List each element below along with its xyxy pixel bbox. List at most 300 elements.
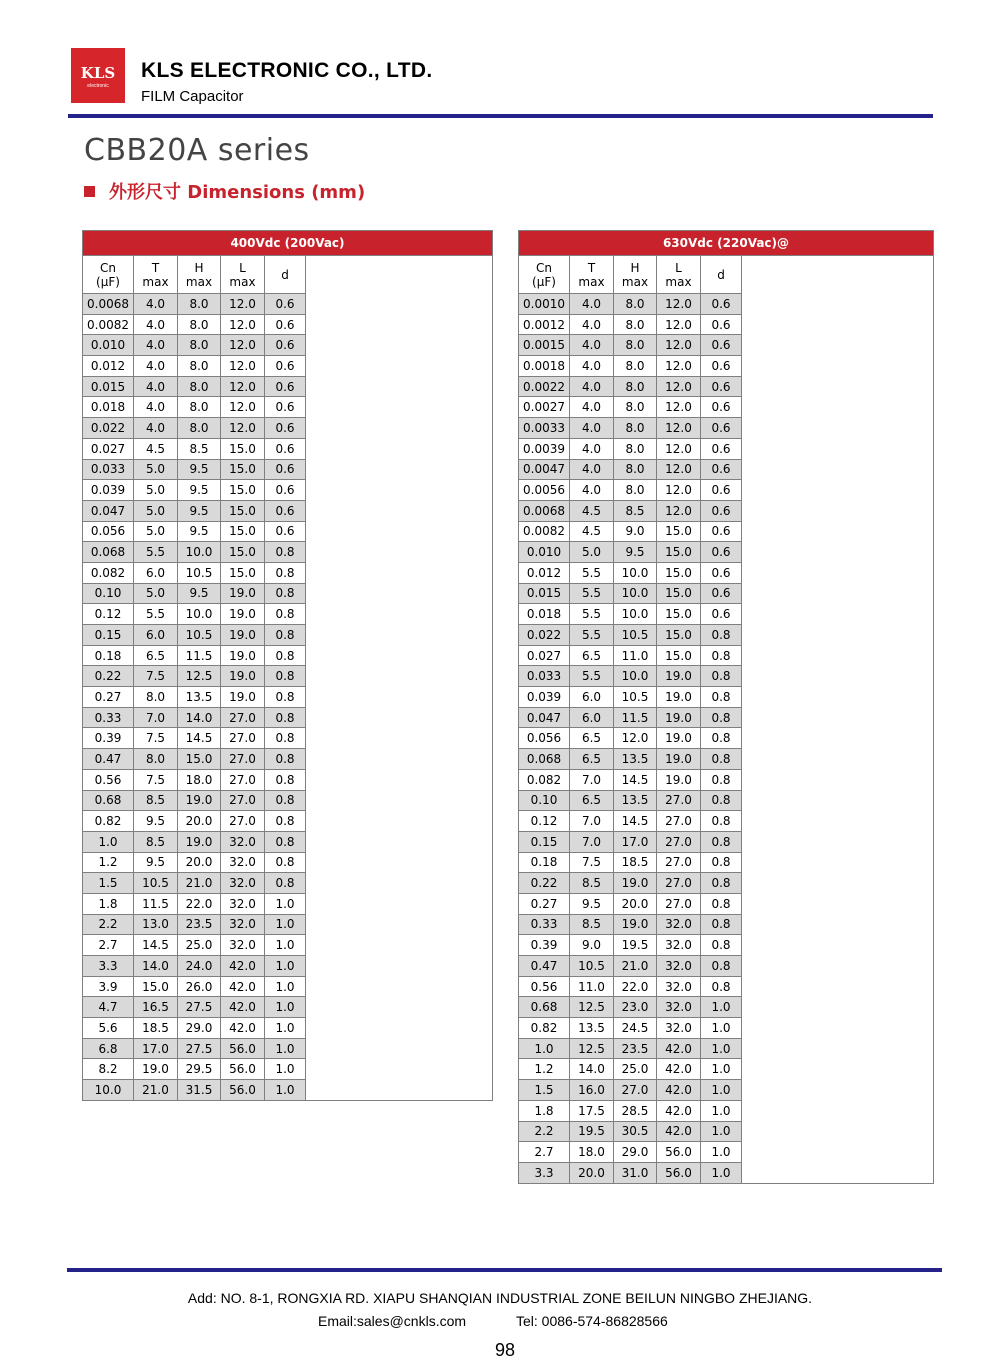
cell-d: 0.6 <box>701 376 742 397</box>
cell-cn: 0.33 <box>519 914 570 935</box>
logo-subtext: electronic <box>87 83 109 89</box>
table-row <box>83 645 493 666</box>
table-row <box>519 438 934 459</box>
cell-cn: 1.2 <box>519 1059 570 1080</box>
cell-d: 0.8 <box>265 625 306 646</box>
row-blank-cell <box>742 1059 934 1080</box>
cell-d: 0.8 <box>265 769 306 790</box>
cell-cn: 1.8 <box>519 1100 570 1121</box>
cell-l: 27.0 <box>221 769 265 790</box>
table-row <box>519 728 934 749</box>
table-row <box>519 956 934 977</box>
cell-d: 0.6 <box>701 459 742 480</box>
cell-t: 17.5 <box>570 1100 614 1121</box>
table-row <box>519 418 934 439</box>
cell-h: 9.5 <box>178 459 221 480</box>
cell-d: 0.8 <box>265 831 306 852</box>
cell-h: 8.0 <box>178 397 221 418</box>
table-row <box>83 521 493 542</box>
cell-d: 0.8 <box>701 769 742 790</box>
cell-cn: 0.22 <box>519 873 570 894</box>
cell-t: 19.5 <box>570 1121 614 1142</box>
table-blank-area <box>742 256 934 294</box>
cell-h: 9.5 <box>178 500 221 521</box>
cell-d: 0.8 <box>265 811 306 832</box>
cell-d: 0.8 <box>701 707 742 728</box>
cell-t: 5.5 <box>570 583 614 604</box>
table-row <box>83 728 493 749</box>
row-blank-cell <box>306 707 493 728</box>
cell-t: 4.0 <box>570 294 614 315</box>
cell-d: 1.0 <box>701 1059 742 1080</box>
cell-cn: 0.0018 <box>519 356 570 377</box>
cell-l: 56.0 <box>657 1162 701 1183</box>
series-title: CBB20A series <box>84 133 310 168</box>
cell-d: 0.6 <box>701 500 742 521</box>
cell-h: 29.0 <box>178 1018 221 1039</box>
cell-d: 1.0 <box>265 956 306 977</box>
cell-l: 19.0 <box>657 728 701 749</box>
cell-l: 32.0 <box>657 1018 701 1039</box>
cell-l: 15.0 <box>221 500 265 521</box>
cell-cn: 0.27 <box>519 893 570 914</box>
table-row <box>83 914 493 935</box>
col-header-d: d <box>265 256 306 294</box>
cell-d: 1.0 <box>701 1038 742 1059</box>
row-blank-cell <box>742 480 934 501</box>
cell-h: 25.0 <box>614 1059 657 1080</box>
cell-t: 14.0 <box>134 956 178 977</box>
cell-cn: 0.018 <box>83 397 134 418</box>
cell-h: 8.0 <box>178 294 221 315</box>
cell-cn: 2.7 <box>83 935 134 956</box>
cell-t: 4.0 <box>570 459 614 480</box>
row-blank-cell <box>742 935 934 956</box>
l-max: max <box>229 274 256 289</box>
cell-t: 6.0 <box>134 562 178 583</box>
cell-d: 1.0 <box>701 997 742 1018</box>
table-row <box>519 790 934 811</box>
table-row <box>83 397 493 418</box>
cell-l: 32.0 <box>221 935 265 956</box>
cell-cn: 0.018 <box>519 604 570 625</box>
table-row <box>519 562 934 583</box>
cell-h: 8.0 <box>178 356 221 377</box>
bullet-square-icon <box>84 186 95 197</box>
table-row <box>83 790 493 811</box>
cell-h: 21.0 <box>614 956 657 977</box>
cell-l: 15.0 <box>657 604 701 625</box>
table-row <box>519 1100 934 1121</box>
cell-d: 0.8 <box>265 604 306 625</box>
row-blank-cell <box>742 500 934 521</box>
table-row <box>519 1018 934 1039</box>
table-row <box>519 294 934 315</box>
cell-h: 9.0 <box>614 521 657 542</box>
table-row <box>83 438 493 459</box>
cell-cn: 0.10 <box>83 583 134 604</box>
h-max: max <box>621 274 649 289</box>
cell-l: 15.0 <box>657 542 701 563</box>
table-row <box>519 376 934 397</box>
row-blank-cell <box>742 707 934 728</box>
row-blank-cell <box>742 997 934 1018</box>
cell-t: 15.0 <box>134 976 178 997</box>
cell-t: 4.0 <box>134 418 178 439</box>
cell-cn: 0.22 <box>83 666 134 687</box>
cell-l: 32.0 <box>221 852 265 873</box>
table-row <box>519 645 934 666</box>
table-body <box>519 294 934 1184</box>
cell-h: 27.5 <box>178 1038 221 1059</box>
cell-d: 1.0 <box>265 997 306 1018</box>
row-blank-cell <box>742 749 934 770</box>
cell-d: 0.6 <box>701 418 742 439</box>
cell-cn: 0.47 <box>519 956 570 977</box>
cell-t: 5.0 <box>134 583 178 604</box>
cell-h: 10.0 <box>614 666 657 687</box>
cell-cn: 0.047 <box>83 500 134 521</box>
table-row <box>519 314 934 335</box>
cell-l: 32.0 <box>221 893 265 914</box>
table-row <box>519 831 934 852</box>
cell-cn: 0.33 <box>83 707 134 728</box>
table-row <box>83 583 493 604</box>
table-row <box>519 500 934 521</box>
cell-cn: 1.0 <box>519 1038 570 1059</box>
cell-h: 8.0 <box>614 335 657 356</box>
row-blank-cell <box>306 500 493 521</box>
cell-cn: 0.18 <box>83 645 134 666</box>
cell-cn: 0.12 <box>83 604 134 625</box>
cell-cn: 2.2 <box>83 914 134 935</box>
row-blank-cell <box>306 314 493 335</box>
cell-h: 8.0 <box>614 418 657 439</box>
cell-cn: 0.0082 <box>83 314 134 335</box>
row-blank-cell <box>306 790 493 811</box>
cell-h: 27.5 <box>178 997 221 1018</box>
cell-cn: 0.0056 <box>519 480 570 501</box>
cell-h: 30.5 <box>614 1121 657 1142</box>
cell-l: 12.0 <box>221 418 265 439</box>
cell-l: 42.0 <box>221 1018 265 1039</box>
cell-l: 15.0 <box>221 480 265 501</box>
cell-t: 19.0 <box>134 1059 178 1080</box>
cell-cn: 0.027 <box>519 645 570 666</box>
cell-d: 0.6 <box>701 294 742 315</box>
cell-t: 20.0 <box>570 1162 614 1183</box>
row-blank-cell <box>742 1038 934 1059</box>
table-row <box>519 1059 934 1080</box>
table-row <box>519 625 934 646</box>
cell-h: 19.0 <box>178 790 221 811</box>
cell-d: 1.0 <box>701 1121 742 1142</box>
cell-t: 5.5 <box>570 604 614 625</box>
cell-t: 9.5 <box>134 811 178 832</box>
cell-d: 1.0 <box>701 1142 742 1163</box>
cell-d: 0.6 <box>701 542 742 563</box>
company-name: KLS ELECTRONIC CO., LTD. <box>141 59 433 82</box>
table-row <box>519 997 934 1018</box>
row-blank-cell <box>742 811 934 832</box>
table-row <box>83 831 493 852</box>
cell-t: 7.5 <box>570 852 614 873</box>
cell-cn: 0.18 <box>519 852 570 873</box>
cell-d: 0.8 <box>701 831 742 852</box>
cell-h: 20.0 <box>614 893 657 914</box>
cell-t: 4.0 <box>134 397 178 418</box>
cell-l: 32.0 <box>657 976 701 997</box>
logo-text: KLS <box>80 64 116 82</box>
row-blank-cell <box>742 335 934 356</box>
cell-t: 4.0 <box>570 356 614 377</box>
cell-l: 19.0 <box>657 749 701 770</box>
cell-h: 8.0 <box>614 480 657 501</box>
row-blank-cell <box>306 811 493 832</box>
cell-cn: 0.022 <box>83 418 134 439</box>
cell-l: 27.0 <box>657 873 701 894</box>
cell-cn: 4.7 <box>83 997 134 1018</box>
cell-t: 4.5 <box>134 438 178 459</box>
row-blank-cell <box>742 852 934 873</box>
cell-cn: 0.39 <box>83 728 134 749</box>
cell-h: 26.0 <box>178 976 221 997</box>
cell-t: 8.0 <box>134 687 178 708</box>
row-blank-cell <box>742 873 934 894</box>
cell-t: 11.5 <box>134 893 178 914</box>
cell-cn: 0.56 <box>83 769 134 790</box>
cell-d: 0.8 <box>701 790 742 811</box>
cell-t: 14.5 <box>134 935 178 956</box>
cell-d: 0.6 <box>265 335 306 356</box>
table-row <box>83 604 493 625</box>
cell-t: 7.0 <box>570 831 614 852</box>
cell-cn: 0.015 <box>83 376 134 397</box>
cell-cn: 0.027 <box>83 438 134 459</box>
cell-cn: 0.39 <box>519 935 570 956</box>
cell-cn: 0.015 <box>519 583 570 604</box>
cell-h: 23.5 <box>614 1038 657 1059</box>
cell-h: 8.5 <box>178 438 221 459</box>
cell-t: 4.0 <box>570 314 614 335</box>
row-blank-cell <box>306 666 493 687</box>
cell-cn: 1.5 <box>519 1080 570 1101</box>
col-header-h <box>178 256 221 294</box>
table-row <box>83 976 493 997</box>
cell-t: 18.0 <box>570 1142 614 1163</box>
cell-t: 5.5 <box>570 625 614 646</box>
row-blank-cell <box>742 956 934 977</box>
l-label: L <box>239 260 246 275</box>
row-blank-cell <box>742 831 934 852</box>
table-row <box>83 1059 493 1080</box>
cell-l: 56.0 <box>221 1059 265 1080</box>
cell-d: 1.0 <box>265 1059 306 1080</box>
cell-l: 32.0 <box>657 956 701 977</box>
cell-d: 1.0 <box>701 1162 742 1183</box>
cell-h: 18.5 <box>614 852 657 873</box>
cell-h: 23.5 <box>178 914 221 935</box>
cell-cn: 0.068 <box>519 749 570 770</box>
row-blank-cell <box>742 1080 934 1101</box>
table-row <box>83 500 493 521</box>
cell-t: 7.5 <box>134 769 178 790</box>
cell-t: 14.0 <box>570 1059 614 1080</box>
cell-d: 0.8 <box>265 645 306 666</box>
cell-h: 14.5 <box>614 769 657 790</box>
cell-t: 9.0 <box>570 935 614 956</box>
t-label: T <box>151 260 160 275</box>
row-blank-cell <box>306 604 493 625</box>
cell-t: 10.5 <box>134 873 178 894</box>
cell-l: 42.0 <box>657 1100 701 1121</box>
table-row <box>83 480 493 501</box>
cell-l: 42.0 <box>657 1121 701 1142</box>
cell-l: 42.0 <box>657 1059 701 1080</box>
row-blank-cell <box>742 1018 934 1039</box>
row-blank-cell <box>742 1100 934 1121</box>
row-blank-cell <box>742 769 934 790</box>
cell-h: 19.0 <box>614 873 657 894</box>
table-row <box>519 583 934 604</box>
cell-cn: 0.0012 <box>519 314 570 335</box>
cell-l: 15.0 <box>657 521 701 542</box>
cell-t: 5.0 <box>134 521 178 542</box>
cell-h: 31.5 <box>178 1080 221 1101</box>
cn-label: Cn <box>536 260 552 275</box>
cell-d: 0.6 <box>701 604 742 625</box>
row-blank-cell <box>306 418 493 439</box>
cell-t: 11.0 <box>570 976 614 997</box>
cell-cn: 0.0022 <box>519 376 570 397</box>
table-row <box>519 914 934 935</box>
t-max: max <box>142 274 169 289</box>
cell-l: 27.0 <box>221 728 265 749</box>
cell-h: 10.5 <box>178 625 221 646</box>
cell-h: 8.0 <box>614 356 657 377</box>
cell-d: 1.0 <box>701 1080 742 1101</box>
row-blank-cell <box>742 521 934 542</box>
row-blank-cell <box>742 418 934 439</box>
cell-t: 4.0 <box>134 356 178 377</box>
table-row <box>83 562 493 583</box>
cell-cn: 0.0047 <box>519 459 570 480</box>
cell-h: 19.0 <box>178 831 221 852</box>
table-row <box>519 1121 934 1142</box>
cell-l: 27.0 <box>657 893 701 914</box>
row-blank-cell <box>306 480 493 501</box>
cell-l: 27.0 <box>221 749 265 770</box>
cell-cn: 0.10 <box>519 790 570 811</box>
row-blank-cell <box>306 1038 493 1059</box>
cell-d: 0.8 <box>265 852 306 873</box>
cell-h: 11.5 <box>178 645 221 666</box>
cell-cn: 3.3 <box>83 956 134 977</box>
table-row <box>83 314 493 335</box>
cell-l: 12.0 <box>657 376 701 397</box>
cell-l: 27.0 <box>221 790 265 811</box>
cell-d: 0.6 <box>701 356 742 377</box>
table-title: 630Vdc (220Vac)@ <box>519 231 934 256</box>
table-row <box>519 666 934 687</box>
cell-cn: 0.0015 <box>519 335 570 356</box>
cell-h: 28.5 <box>614 1100 657 1121</box>
cell-h: 8.0 <box>178 376 221 397</box>
table-row <box>83 749 493 770</box>
row-blank-cell <box>306 542 493 563</box>
cell-cn: 0.039 <box>83 480 134 501</box>
cell-h: 11.0 <box>614 645 657 666</box>
cell-d: 0.8 <box>265 707 306 728</box>
table-row <box>519 976 934 997</box>
cell-h: 21.0 <box>178 873 221 894</box>
cell-cn: 0.0033 <box>519 418 570 439</box>
cell-t: 5.0 <box>570 542 614 563</box>
cell-h: 14.0 <box>178 707 221 728</box>
cell-d: 0.6 <box>265 314 306 335</box>
cell-d: 0.6 <box>265 438 306 459</box>
section-title: 外形尺寸 Dimensions (mm) <box>109 182 366 203</box>
cell-cn: 0.15 <box>519 831 570 852</box>
cell-l: 15.0 <box>221 459 265 480</box>
cell-t: 5.0 <box>134 459 178 480</box>
cell-d: 0.6 <box>265 376 306 397</box>
cell-l: 56.0 <box>221 1080 265 1101</box>
cell-t: 6.5 <box>570 728 614 749</box>
h-max: max <box>185 274 213 289</box>
cell-h: 10.0 <box>614 604 657 625</box>
cell-d: 0.6 <box>265 418 306 439</box>
table-row <box>83 542 493 563</box>
cell-d: 0.6 <box>701 480 742 501</box>
table-row <box>519 687 934 708</box>
cell-d: 1.0 <box>265 893 306 914</box>
cell-l: 27.0 <box>221 707 265 728</box>
cell-l: 19.0 <box>221 666 265 687</box>
cell-t: 21.0 <box>134 1080 178 1101</box>
cell-d: 0.6 <box>701 562 742 583</box>
table-row <box>83 935 493 956</box>
cell-l: 27.0 <box>657 831 701 852</box>
cell-l: 27.0 <box>657 790 701 811</box>
cell-cn: 0.039 <box>519 687 570 708</box>
row-blank-cell <box>742 562 934 583</box>
cell-t: 8.5 <box>134 831 178 852</box>
cell-cn: 0.010 <box>83 335 134 356</box>
cell-l: 12.0 <box>657 356 701 377</box>
row-blank-cell <box>742 645 934 666</box>
cell-l: 15.0 <box>657 562 701 583</box>
cn-unit: (μF) <box>96 274 120 289</box>
cell-t: 4.5 <box>570 500 614 521</box>
table-row <box>83 707 493 728</box>
row-blank-cell <box>306 583 493 604</box>
cell-h: 8.0 <box>614 459 657 480</box>
cell-h: 20.0 <box>178 811 221 832</box>
cell-l: 19.0 <box>657 769 701 790</box>
footer-tel: Tel: 0086-574-86828566 <box>516 1313 668 1329</box>
cell-d: 0.8 <box>265 749 306 770</box>
table-row <box>519 893 934 914</box>
cell-d: 1.0 <box>265 914 306 935</box>
cell-t: 18.5 <box>134 1018 178 1039</box>
cell-cn: 0.82 <box>519 1018 570 1039</box>
cell-h: 20.0 <box>178 852 221 873</box>
l-label: L <box>675 260 682 275</box>
cell-h: 10.0 <box>614 562 657 583</box>
cell-h: 10.0 <box>178 542 221 563</box>
dimensions-table-400vdc <box>82 230 493 1101</box>
